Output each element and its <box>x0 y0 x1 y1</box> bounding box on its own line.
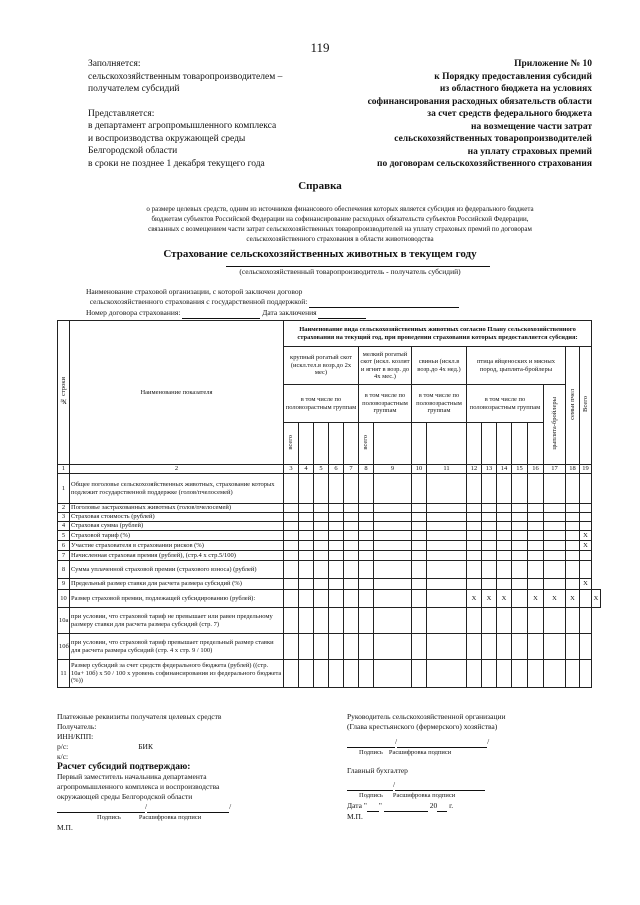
mark-x: X <box>528 590 544 608</box>
mark-x: X <box>580 541 592 551</box>
table-row[interactable]: 7 Начисленная страховая премия (рублей), (стр.4 х стр.5/100) <box>58 551 601 561</box>
inn-label: ИНН/КПП: <box>57 732 94 741</box>
mark-x: X <box>566 590 580 608</box>
footer-left: Платежные реквизиты получателя целевых средств Получатель: ИНН/КПП: р/с: БИК к/с: Расчет субсидий подтверждаю: Первый заместитель начальника департамента агропромышленного комплекса и воспроизводства окружающей среды Белгородской области / / Подпись Расшифровка подписи М.П. <box>57 712 337 833</box>
date-day-field[interactable] <box>367 801 379 812</box>
appendix-line: из областного бюджета на условиях <box>439 84 592 94</box>
insurer-block <box>86 287 459 319</box>
group-cattle: крупный рогатый скот (искл.тел.в возр.до 2х мес) <box>284 347 359 385</box>
ks-label: к/с: <box>57 752 69 761</box>
recipient-label: Получатель: <box>57 722 97 731</box>
filled-label: Заполняется: <box>88 59 141 69</box>
date-label: Дата <box>347 801 362 810</box>
mark-x: X <box>467 590 482 608</box>
mark-x: X <box>580 579 592 590</box>
cattle-total: всего <box>284 423 299 465</box>
producer-caption: (сельскохозяйственный товаропроизводитель - получатель субсидий) <box>239 267 461 276</box>
subtitle: Страхование сельскохозяйственных животных в текущем году <box>163 248 477 260</box>
contract-number-field[interactable] <box>182 308 260 319</box>
column-numbers-row: 1 2 3 4 5 6 7 8 9 10 11 12 13 14 15 16 17 18 19 <box>58 465 601 474</box>
stamp-label: М.П. <box>347 812 363 821</box>
head-line: Руководитель сельскохозяйственной организации <box>347 712 506 721</box>
intro-line: связанных с возмещением части затрат сельскохозяйственных товаропроизводителей на уплату страховых премий по договорам <box>148 225 532 233</box>
head-signature-label: Подпись <box>359 749 383 756</box>
head-decode-label: Расшифровка подписи <box>388 749 452 756</box>
accountant-decode-field[interactable] <box>395 780 485 791</box>
table-row[interactable]: 11 Размер субсидий за счет средств федерального бюджета (рублей) ((стр. 10а+ 10б) х 50 / 100 х уровень софинансирования из федерального бюджета (%)) <box>58 660 601 688</box>
rs-label: р/с: <box>57 742 69 751</box>
document-title: Справка <box>298 180 342 192</box>
col-animal-kind-header: Наименование вида сельскохозяйственных животных согласно Плану сельскохозяйственного страхования на текущий год, при проведении страхования которых предоставляется субсидия: <box>284 321 592 347</box>
col-broilers: цыплята-бройлеры <box>544 385 566 465</box>
contract-number-label: Номер договора страхования: <box>86 308 181 317</box>
poultry-age-groups: в том числе по половозрастным группам <box>467 385 544 423</box>
insurer-field[interactable] <box>309 297 459 308</box>
accountant-label: Главный бухгалтер <box>347 766 408 775</box>
appendix-line: за счет средств федерального бюджета <box>427 109 592 119</box>
appendix-line: софинансирования расходных обязательств области <box>367 96 592 107</box>
confirm-line: окружающей среды Белгородской области <box>57 792 193 801</box>
subsidy-table <box>57 320 601 688</box>
col-grand-total: Всего <box>580 347 592 465</box>
bik-label: БИК <box>138 742 153 751</box>
submitted-line: Белгородской области <box>88 146 178 156</box>
table-row[interactable]: 8 Сумма уплаченной страховой премии (страхового взноса) (рублей) <box>58 561 601 579</box>
accountant-signature-label: Подпись <box>359 792 383 799</box>
table-row[interactable]: 9 Предельный размер ставки для расчета размера субсидий (%) X <box>58 579 601 590</box>
group-pigs: свиньи (искл.в возр.до 4х нед.) <box>412 347 467 385</box>
table-row[interactable]: 10 Размер страховой премии, подлежащей субсидированию (рублей): X X X X X X X <box>58 590 601 608</box>
confirm-line: агропромышленного комплекса и воспроизводства <box>57 782 220 791</box>
signature-decode-field[interactable] <box>147 802 229 813</box>
intro-text <box>90 204 590 244</box>
date-year-field[interactable] <box>437 801 447 812</box>
col-bee-families: семьи пчел <box>566 347 580 465</box>
table-row[interactable]: 10а при условии, что страховой тариф не превышает или равен предельному размеру ставки для расчета размера субсидий (стр. 7) <box>58 608 601 634</box>
mark-x: X <box>592 590 601 608</box>
mark-x: X <box>497 590 512 608</box>
table-row[interactable]: 4 Страховая сумма (рублей) <box>58 522 601 531</box>
page-number: 119 <box>310 40 330 55</box>
intro-line: о размере целевых средств, одним из источников финансового обеспечения которых является субсидия из федерального бюджета <box>146 205 534 213</box>
col-indicator-header: Наименование показателя <box>70 321 284 465</box>
group-poultry: птица яйценоских и мясных пород, цыплята-бройлеры <box>467 347 566 385</box>
appendix-line: к Порядку предоставления субсидий <box>434 71 592 82</box>
appendix-line: Приложение № 10 <box>514 59 592 69</box>
cattle-age-groups: в том числе по половозрастным группам <box>284 385 359 423</box>
insurer-label-2: сельскохозяйственного страхования с государственной поддержкой: <box>89 297 308 306</box>
table-row[interactable]: 3 Страховая стоимость (рублей) <box>58 513 601 522</box>
insurer-label: Наименование страховой организации, с которой заключен договор <box>86 287 303 296</box>
mark-x: X <box>482 590 497 608</box>
table-row[interactable]: 1 Общее поголовье сельскохозяйственных животных, страхование которых подлежит государственной поддержке (голов/пчелосемей) <box>58 474 601 504</box>
header-left <box>88 58 328 170</box>
table-row[interactable]: 6 Участие страхователя в страховании рисков (%) X <box>58 541 601 551</box>
decode-label: Расшифровка подписи <box>138 814 202 821</box>
appendix-line: на возмещение части затрат <box>471 121 592 132</box>
bank-title: Платежные реквизиты получателя целевых средств <box>57 712 222 721</box>
head-signature-field[interactable] <box>347 737 395 748</box>
mark-x: X <box>544 590 566 608</box>
head-decode-field[interactable] <box>397 737 487 748</box>
contract-date-label: Дата заключения <box>262 308 317 317</box>
intro-line: бюджетам субъектов Российской Федерации на софинансирование расходных обязательств субъектов Российской Федерации, <box>151 215 529 223</box>
confirm-title: Расчет субсидий подтверждаю: <box>57 762 191 772</box>
submitted-line: в сроки не позднее 1 декабря текущего года <box>88 158 265 169</box>
appendix-header <box>330 58 592 171</box>
filled-line: сельскохозяйственным товаропроизводителем – <box>88 71 283 82</box>
contract-date-field[interactable] <box>318 308 366 319</box>
small-cattle-total: всего <box>359 423 374 465</box>
pigs-age-groups: в том числе по половозрастным группам <box>412 385 467 423</box>
signature-label: Подпись <box>97 814 121 821</box>
table-row[interactable]: 10б при условии, что страховой тариф превышает предельный размер ставки для расчета размера субсидий (стр. 4 х стр. 9 / 100) <box>58 634 601 660</box>
accountant-decode-label: Расшифровка подписи <box>392 792 456 799</box>
group-small-cattle: мелкий рогатый скот (искл. козлят и ягнят в возр. до 4х мес.) <box>359 347 412 385</box>
table-row[interactable]: 2 Поголовье застрахованных животных (голов/пчелосемей) <box>58 504 601 513</box>
accountant-signature-field[interactable] <box>347 780 393 791</box>
date-month-field[interactable] <box>384 801 428 812</box>
appendix-line: на уплату страховых премий <box>467 146 592 157</box>
appendix-line: по договорам сельскохозяйственного страхования <box>376 159 592 169</box>
small-cattle-age-groups: в том числе по половозрастным группам <box>359 385 412 423</box>
submitted-label: Представляется: <box>88 108 155 119</box>
footer-right: Руководитель сельскохозяйственной организации (Глава крестьянского (фермерского) хозяйства) / / Подпись Расшифровка подписи Главный бухгалтер / Подпись Расшифровка подписи Дата " " 20 г. М.П. <box>347 712 597 822</box>
col-row-no-header: № строки <box>58 321 70 465</box>
head-line: (Глава крестьянского (фермерского) хозяйства) <box>347 722 498 731</box>
intro-line: сельскохозяйственного страхования в области животноводства <box>246 235 434 243</box>
appendix-line: сельскохозяйственных товаропроизводителей <box>394 134 592 144</box>
table-row[interactable]: 5 Страховой тариф (%) X <box>58 531 601 541</box>
signature-field[interactable] <box>57 802 145 813</box>
stamp-label: М.П. <box>57 823 73 832</box>
filled-line: получателем субсидий <box>88 84 180 94</box>
mark-x: X <box>580 531 592 541</box>
submitted-line: и воспроизводства окружающей среды <box>88 133 246 144</box>
confirm-line: Первый заместитель начальника департамента <box>57 772 207 781</box>
submitted-line: в департамент агропромышленного комплекса <box>88 121 277 131</box>
